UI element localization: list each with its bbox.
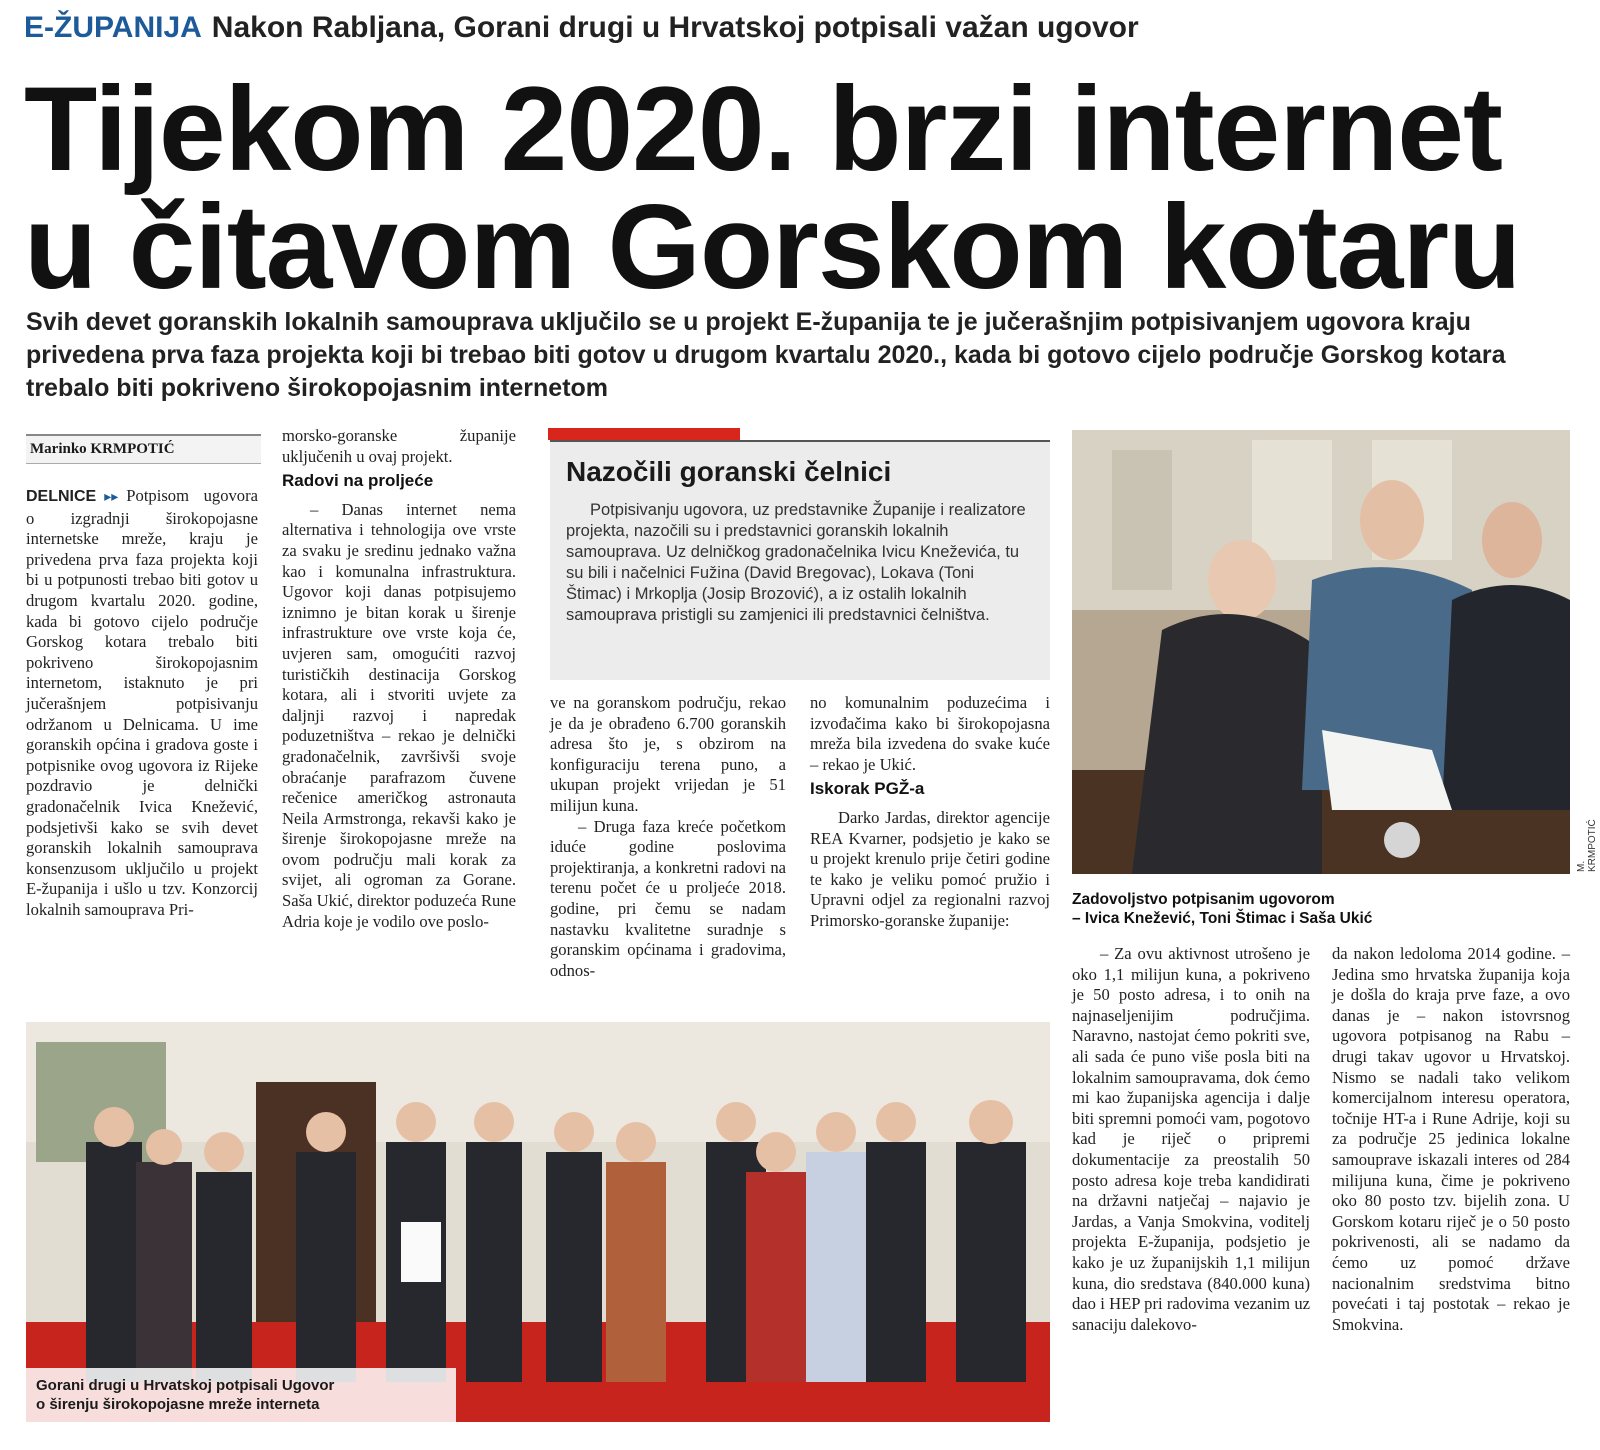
sidebox-title: Nazočili goranski čelnici bbox=[566, 456, 892, 487]
sidebox bbox=[550, 440, 1050, 680]
column-1 bbox=[26, 486, 258, 920]
headline: Tijekom 2020. brzi internet u čitavom Gorskom kotaru bbox=[24, 62, 1521, 314]
sidebox-text: Potpisivanju ugovora, uz predstavnike Županije i realizatore projekta, nazočili su i predstavnici goranskih lokalnih samouprava. Uz delničkog gradonačelnika Ivicu Kneževića, tu su bili i načelnici Fužina (David Bregovac), Lokava (Toni Štimac) i Mrkoplja (Josip Brozović), a iz ostalih lokalnih samouprava pristigli su zamjenici ili predstavnici čelništva. bbox=[566, 501, 1026, 624]
group-photo-caption bbox=[26, 1368, 456, 1422]
column-4 bbox=[810, 693, 1050, 932]
column-6-text: da nakon ledoloma 2014 godine. – Jedina smo hrvatska županija koja je došla do kraja prve faze, a ovo danas je – nakon istovrsnog ugovora potpisanog na Rabu – drugi takav ugovor u Hrvatskoj. Nismo se nadali tako velikom komercijalnom interesu operatora, točnije HT-a i Rune Adrije, koji su za područje 25 jedinica lokalne samouprave iskazali interes od 284 milijuna kuna, čime je pokriveno oko 80 posto tzv. bijelih zona. U Gorskom kotaru riječ je o 50 posto pokrivenosti, ali se nadamo da ćemo uz pomoć države nacionalnim sredstvima bitno povećati i taj postotak – rekao je Smokvina. bbox=[1332, 944, 1570, 1334]
column-3 bbox=[550, 693, 786, 981]
subhead-radovi: Radovi na proljeće bbox=[282, 471, 434, 491]
section-tag: E-ŽUPANIJA bbox=[24, 11, 202, 44]
column-6 bbox=[1332, 944, 1570, 1335]
column-3-text-1: ve na goranskom području, rekao je da je obrađeno 6.700 goranskih adresa što je, s obzirom na konfiguraciju terena puno, a ukupan projekt vrijedan je 51 milijun kuna. bbox=[550, 693, 786, 815]
kicker bbox=[24, 8, 1584, 48]
column-3-text-2: – Druga faza kreće početkom iduće godine poslovima projektiranja, a konkretni radovi na terenu počet će u proljeće 2018. godine, pri čemu se nadam nastavku kvalitetne suradnje s goranskim općinama i gradovima, odnos- bbox=[550, 816, 786, 980]
signing-caption-line-2: – Ivica Knežević, Toni Štimac i Saša Ukić bbox=[1072, 910, 1373, 927]
group-caption-line-2: o širenju širokopojasne mreže interneta bbox=[36, 1396, 320, 1413]
column-2-continuation: morsko-goranske županije uključenih u ovaj projekt. bbox=[282, 426, 516, 466]
column-4-text-1: no komunalnim poduzećima i izvođačima kako bi širokopojasna mreža bila izvedena do svake kuće – rekao je Ukić. bbox=[810, 693, 1050, 774]
dateline: DELNICE bbox=[26, 488, 97, 505]
lead-paragraph: Svih devet goranskih lokalnih samouprava uključilo se u projekt E-županija te je jučerašnjim potpisivanjem ugovora kraju privedena prva faza projekta koji bi trebao biti gotov u drugom kvartalu 2020., kada bi gotovo cijelo područje Gorskog kotara trebalo biti pokriveno širokopojasnim internetom bbox=[26, 308, 1506, 402]
kicker-text: Nakon Rabljana, Gorani drugi u Hrvatskoj potpisali važan ugovor bbox=[211, 11, 1139, 44]
byline: Marinko KRMPOTIĆ bbox=[26, 434, 261, 464]
sidebox-accent-bar bbox=[548, 428, 740, 440]
photo-credit: M. KRMPOTIĆ bbox=[1576, 819, 1598, 872]
signing-photo-caption bbox=[1072, 890, 1570, 928]
subhead-iskorak: Iskorak PGŽ-a bbox=[810, 779, 925, 799]
column-5-text: – Za ovu aktivnost utrošeno je oko 1,1 milijun kuna, a pokriveno je 50 posto adresa, i to onih na najnaseljenijim područjima. Naravno, nastojat ćemo pokriti sve, ali sada će puno više posla biti na lokalnim samoupravama, dok ćemo mi kao županijska agencija i dalje biti spremni pomoći vam, pogotovo kad je riječ o pripremi dokumentacije za preostalih 50 posto adresa koje treba kandidirati na državni natječaj – najavio je Jardas, a Vanja Smokvina, voditelj projekta E-županija, podsjetio je kako je uz županijskih 1,1 milijun kuna, dio sredstava (840.000 kuna) dao i HEP pri radovima vezanim uz sanaciju dalekovo- bbox=[1072, 944, 1310, 1334]
column-1-text: Potpisom ugovora o izgradnji širokopojasne internetske mreže, kraju je privedena prva faza projekta koji bi u potpunosti trebao biti gotov u drugom kvartalu 2020. godine, kada bi gotovo cijelo područje Gorskog kotara trebalo biti pokriveno širokopojasnim internetom, istaknuto je pri jučerašnjem potpisivanju održanom u Delnicama. U ime goranskih općina i gradova goste i potpisnike ovog ugovora iz Rijeke pozdravio je delnički gradonačelnik Ivica Knežević, podsjetivši kako se svih devet goranskih lokalnih samouprava konsenzusom uključilo u projekt E-županija i ušlo u tzv. Konzorcij lokalnih samouprava Pri- bbox=[26, 486, 258, 919]
column-2-text: – Danas internet nema alternativa i tehnologija ove vrste za svaku je sredinu jednako važna kao i komunalna infrastruktura. Ugovor koji danas potpisujemo iznimno je bitan korak u širenje infrastrukture ove vrste koja će, uvjeren sam, omogućiti razvoj turističkih destinacija Gorskog kotara, ali i stvoriti uvjete za daljnji razvoj i napredak poduzetništva – rekao je delnički gradonačelnik, završivši svoje obraćanje parafrazom čuvene rečenice američkog astronauta Neila Armstronga, rekavši kako je širenje širokopojasne mreže na ovom području mali korak za svijet, ali ogroman za Gorane. Saša Ukić, direktor poduzeća Rune Adria koje je vodilo ove poslo- bbox=[282, 499, 516, 931]
column-4-text-2: Darko Jardas, direktor agencije REA Kvarner, podsjetio je kako se u projekt krenulo prije četiri godine te kako je veliku pomoć pružio i Upravni odjel za regionalni razvoj Primorsko-goranske županije: bbox=[810, 807, 1050, 930]
column-5 bbox=[1072, 944, 1310, 1335]
group-photo-image bbox=[26, 1022, 1050, 1422]
group-photo bbox=[26, 1022, 1050, 1422]
signing-caption-line-1: Zadovoljstvo potpisanim ugovorom bbox=[1072, 891, 1335, 908]
signing-photo-image bbox=[1072, 430, 1570, 874]
column-2 bbox=[282, 426, 516, 932]
dateline-arrow-icon: ▸▸ bbox=[104, 490, 119, 505]
signing-photo bbox=[1072, 430, 1570, 874]
group-caption-line-1: Gorani drugi u Hrvatskoj potpisali Ugovor bbox=[36, 1377, 335, 1394]
